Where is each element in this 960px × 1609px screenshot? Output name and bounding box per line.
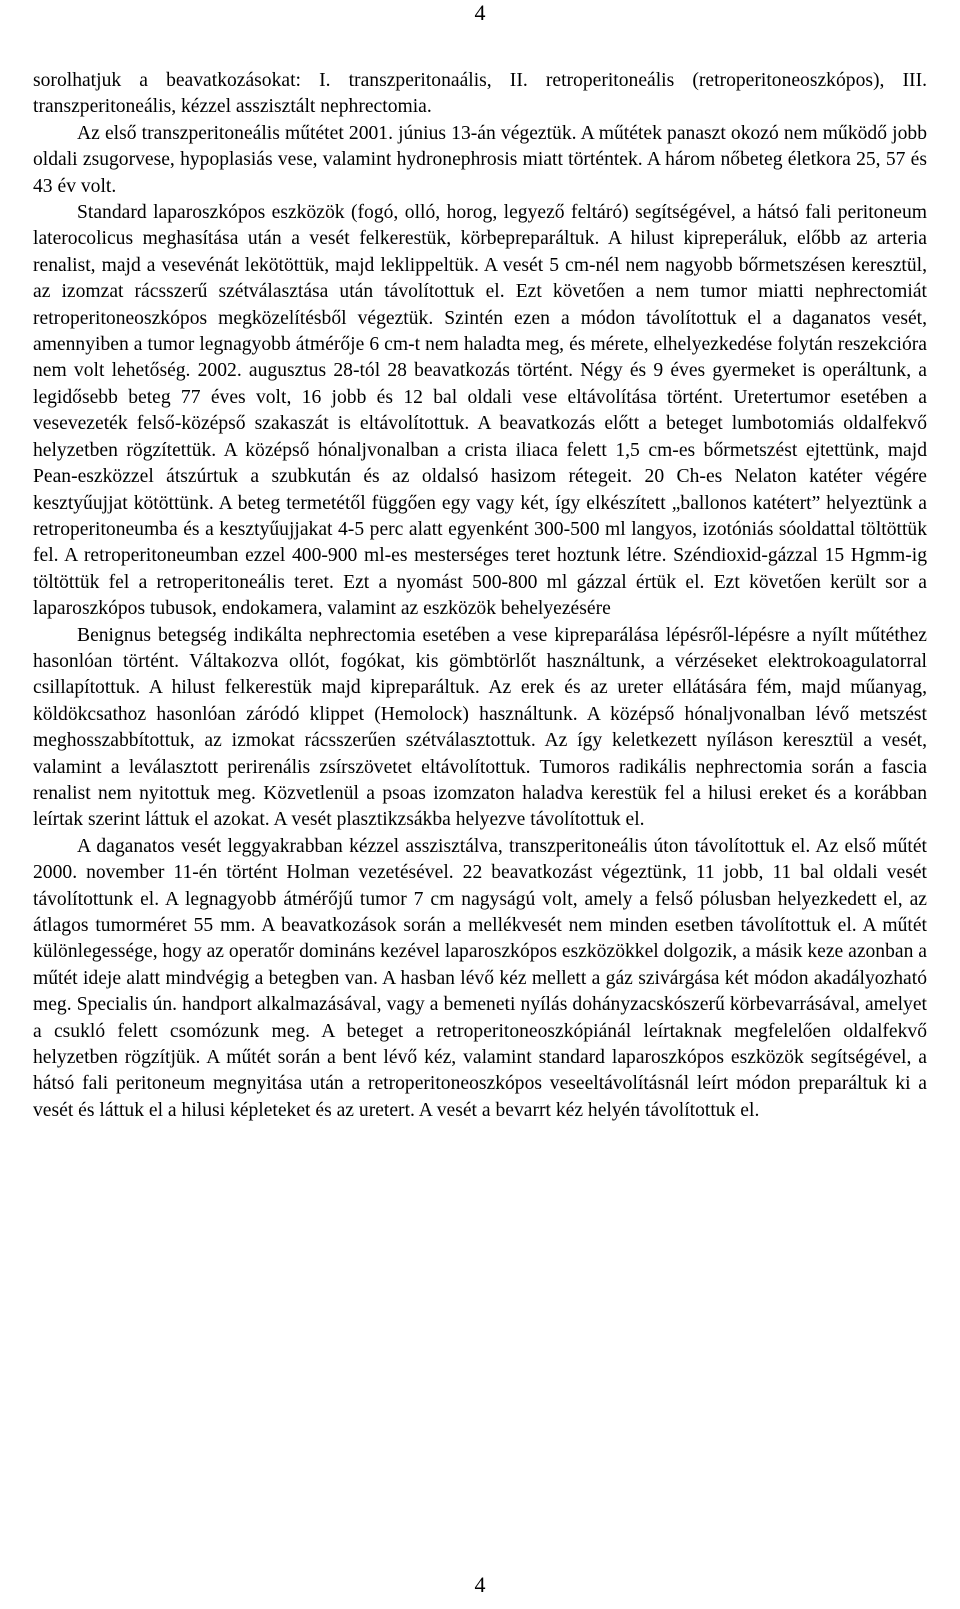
paragraph-hand-assisted: A daganatos vesét leggyakrabban kézzel asszisztálva, transzperitoneális úton távolítottuk el. Az első műtét 2000. november 11-én történt Holman vezetésével. 22 beavatkozást végeztünk, 11 jobb, 11 bal oldali vesét távolítottunk el. A legnagyobb átmérőjű tumor 7 cm nagyságú volt, amely a felső pólusban helyezkedett el, az átlagos tumorméret 55 mm. A beavatkozások során a mellékvesét nem minden esetben távolítottuk el. A műtét különlegessége, hogy az operatőr domináns kezével laparoszkópos eszközökkel dolgozik, a másik keze azonban a műtét ideje alatt mindvégig a betegben van. A hasban lévő kéz mellett a gáz szivárgása két módon akadályozható meg. Specialis ún. handport alkalmazásával, vagy a bemeneti nyílás dohányzacskószerű körbevarrásával, amelyet a csukló felett csomózunk meg. A beteget a retroperitoneoszkópiánál leírtaknak megfelelően oldalfekvő helyzetben rögzítjük. A műtét során a bent lévő kéz, valamint standard laparoszkópos eszközök segítségével, a hátsó fali peritoneum megnyitása után a retroperitoneoszkópos veseeltávolításnál leírt módon preparáltuk ki a vesét és láttuk el a hilusi képleteket és az uretert. A vesét a bevarrt kéz helyén távolítottuk el. (33, 835, 927, 1121)
document-body (33, 68, 927, 1124)
paragraph-benign-nephrectomy: Benignus betegség indikálta nephrectomia esetében a vese kipreparálása lépésről-lépésre a nyílt műtéthez hasonlóan történt. Váltakozva ollót, fogókat, kis gömbtörlőt használtunk, a vérzéseket elektrokoagulatorral csillapítottuk. A hilust felkerestük majd kipreparáltuk. Az erek és az ureter ellátására fém, majd műanyag, köldökcsathoz hasonlóan záródó klippet (Hemolock) használtunk. A középső hónaljvonalban lévő metszést meghosszabbítottuk, az izmokat rácsszerűen szétválasztottuk. Az így keletkezett nyíláson keresztül a vesét, valamint a leválasztott perirenális zsírszövetet eltávolítottuk. Tumoros radikális nephrectomia során a fascia renalist nem nyitottuk meg. Közvetlenül a psoas izomzaton haladva kerestük fel a hilusi ereket és a korábban leírtak szerint láttuk el azokat. A vesét plasztikzsákba helyezve távolítottuk el. (33, 624, 927, 831)
page-number-top: 4 (474, 0, 486, 25)
paragraph-intro-list: sorolhatjuk a beavatkozásokat: I. transzperitonaális, II. retroperitoneális (retroperitoneoszkópos), III. transzperitoneális, kézzel asszisztált nephrectomia. (33, 70, 927, 118)
paragraph-technique: Standard laparoszkópos eszközök (fogó, olló, horog, legyező feltáró) segítségével, a hátsó fali peritoneum laterocolicus meghasítása után a vesét felkerestük, körbepreparáltuk. A hilust kipreperáluk, előbb az arteria renalist, majd a vesevénát lekötöttük, majd leklippeltük. A vesét 5 cm-nél nem nagyobb bőrmetszésen keresztül, az izomzat rácsszerű szétválasztása után távolítottuk el. Ezt követően a nem tumor miatti nephrectomiát retroperitoneoszkópos megközelítésből végeztük. Szintén ezen a módon távolítottuk el a daganatos vesét, amennyiben a tumor legnagyobb átmérője 6 cm-t nem haladta meg, és mérete, elhelyezkedése folytán reszekcióra nem volt lehetőség. 2002. augusztus 28-tól 28 beavatkozás történt. Négy és 9 éves gyermeket is operáltunk, a legidősebb beteg 77 éves volt, 16 jobb és 12 bal oldali vese eltávolítása történt. Uretertumor esetében a vesevezeték felső-középső szakaszát is eltávolítottuk. A beavatkozás előtt a beteget lumbotomiás oldalfekvő helyzetben rögzítettük. A középső hónaljvonalban a crista iliaca felett 1,5 cm-es bőrmetszést ejtettünk, majd Pean-eszközzel átszúrtuk a szubkután és az oldalsó hasizom rétegeit. 20 Ch-es Nelaton katéter végére kesztyűujjat kötöttünk. A beteg termetétől függően egy vagy két, így elkészített „ballonos katétert” helyeztünk a retroperitoneumba és a kesztyűujjakat 4-5 perc alatt egyenként 300-500 ml langyos, izotóniás sóoldattal töltöttük fel. A retroperitoneumban ezzel 400-900 ml-es mesterséges teret hoztunk létre. Széndioxid-gázzal 15 Hgmm-ig töltöttük fel a retroperitoneális teret. Ezt a nyomást 500-800 ml gázzal értük el. Ezt követően került sor a laparoszkópos tubusok, endokamera, valamint az eszközök behelyezésére (33, 202, 927, 620)
paragraph-first-operation: Az első transzperitoneális műtétet 2001. június 13-án végeztük. A műtétek panaszt okozó nem működő jobb oldali zsugorvese, hypoplasiás vese, valamint hydronephrosis miatt történtek. A három nőbeteg életkora 25, 57 és 43 év volt. (33, 122, 927, 197)
page-number-bottom: 4 (474, 1572, 486, 1597)
